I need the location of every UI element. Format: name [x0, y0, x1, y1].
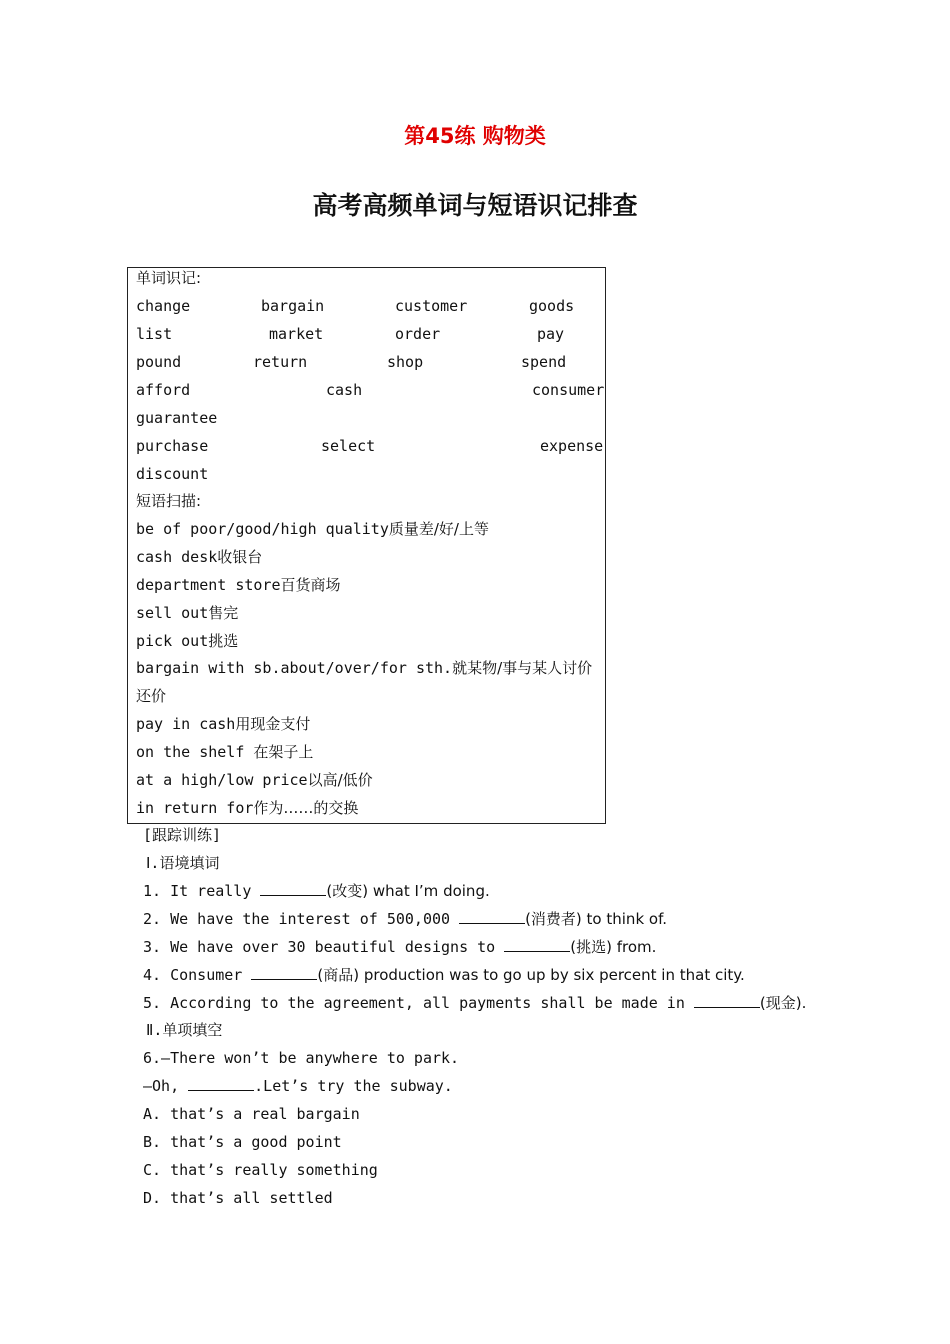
option-b: B. that’s a good point: [143, 1133, 342, 1151]
word: bargain: [261, 297, 325, 315]
phrase-item: pay in cash用现金支付: [136, 715, 311, 733]
answer-blank: [504, 937, 570, 952]
section-heading: Ⅱ.单项填空: [146, 1021, 223, 1039]
option-c: C. that’s really something: [143, 1161, 378, 1179]
word: order: [395, 325, 441, 343]
word: guarantee: [136, 409, 218, 427]
page-title: 高考高频单词与短语识记排查: [312, 191, 638, 220]
question-item: 1. It really (改变) what I’m doing.: [143, 882, 490, 900]
question-6-response: —Oh, .Let’s try the subway.: [143, 1077, 453, 1095]
phrase-item: cash desk收银台: [136, 548, 263, 566]
word: cash: [326, 381, 363, 399]
word: list: [136, 325, 173, 343]
phrase-item: on the shelf 在架子上: [136, 743, 314, 761]
answer-blank: [251, 965, 317, 980]
word: select: [321, 437, 376, 455]
answer-blank: [459, 909, 525, 924]
phrase-item: at a high/low price以高/低价: [136, 771, 373, 789]
word: pound: [136, 353, 182, 371]
word: discount: [136, 465, 209, 483]
word: pay: [537, 325, 565, 343]
answer-blank: [694, 993, 760, 1008]
phrase-item: sell out售完: [136, 604, 239, 622]
phrase-item: 还价: [136, 687, 167, 705]
word: shop: [387, 353, 424, 371]
word: consumer: [532, 381, 605, 399]
phrase-item: department store百货商场: [136, 576, 341, 594]
question-item: 3. We have over 30 beautiful designs to (挑选) from.: [143, 938, 657, 956]
word: change: [136, 297, 191, 315]
word: goods: [529, 297, 575, 315]
answer-blank: [260, 881, 326, 896]
option-a: A. that’s a real bargain: [143, 1105, 360, 1123]
phrase-item: in return for作为……的交换: [136, 799, 359, 817]
vocabulary-box: [127, 267, 606, 824]
word: spend: [521, 353, 567, 371]
lesson-title: 第45练 购物类: [404, 124, 546, 148]
word: market: [269, 325, 324, 343]
option-d: D. that’s all settled: [143, 1189, 333, 1207]
question-item: 2. We have the interest of 500,000 (消费者) to think of.: [143, 910, 668, 928]
question-item: 4. Consumer (商品) production was to go up by six percent in that city.: [143, 966, 745, 984]
phrase-item: be of poor/good/high quality质量差/好/上等: [136, 520, 489, 538]
word: expense: [540, 437, 604, 455]
phrases-heading: 短语扫描:: [136, 492, 202, 510]
question-6: 6.—There won’t be anywhere to park.: [143, 1049, 460, 1067]
word: customer: [395, 297, 468, 315]
word: purchase: [136, 437, 209, 455]
phrase-item: pick out挑选: [136, 632, 239, 650]
question-item: 5. According to the agreement, all payments shall be made in (现金).: [143, 994, 807, 1012]
words-heading: 单词识记:: [136, 269, 202, 287]
practice-heading: [跟踪训练]: [143, 826, 222, 844]
word: return: [253, 353, 308, 371]
answer-blank: [188, 1076, 254, 1091]
phrase-item: bargain with sb.about/over/for sth.就某物/事与某人讨价: [136, 659, 593, 677]
word: afford: [136, 381, 191, 399]
section-heading: Ⅰ.语境填词: [146, 854, 220, 872]
